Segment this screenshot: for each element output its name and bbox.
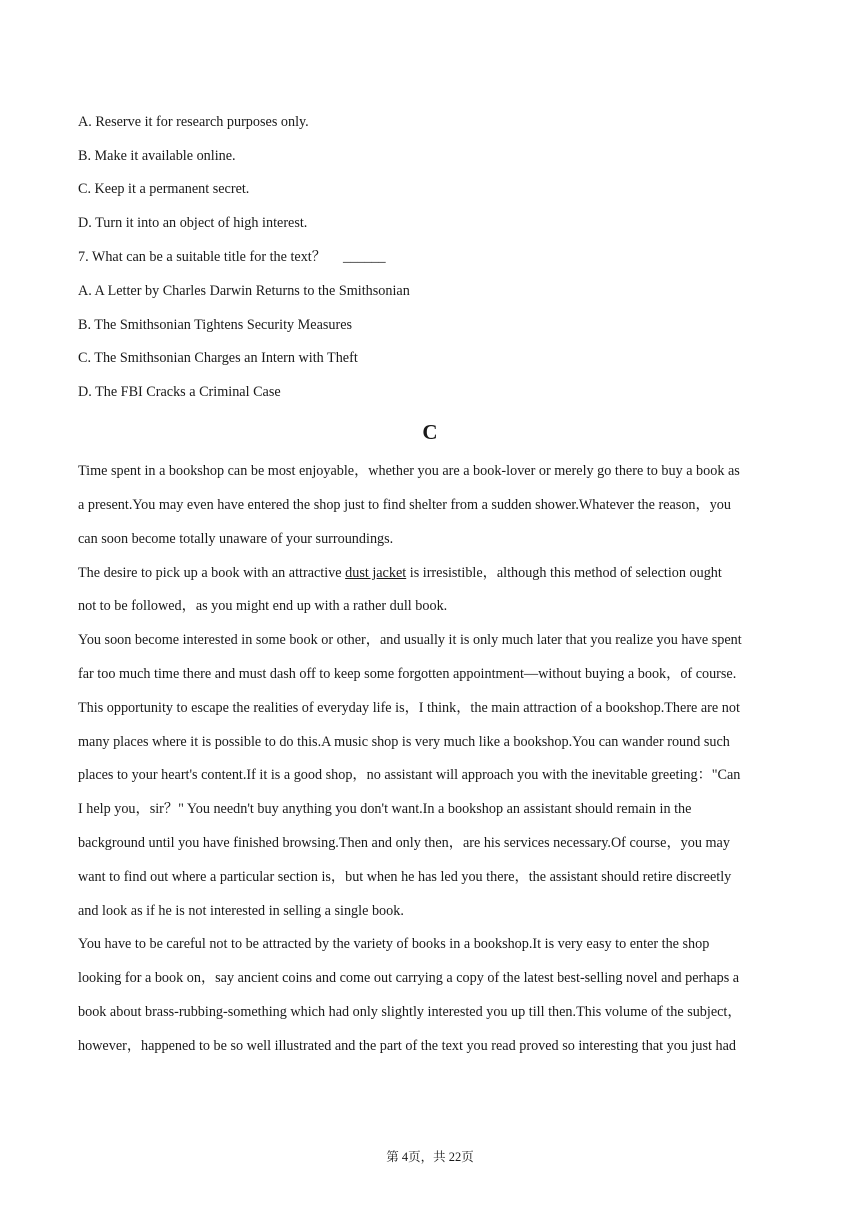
passage-line: can soon become totally unaware of your surroundings. (78, 531, 394, 547)
option-b-q7: B. The Smithsonian Tightens Security Measures (78, 317, 353, 333)
option-a-q6: A. Reserve it for research purposes only. (78, 114, 309, 130)
passage-line (78, 564, 722, 582)
section-heading: C (422, 420, 438, 444)
passage-line: I help you，sir？" You needn't buy anything you don't want.In a bookshop an assistant should remain in the (78, 801, 692, 817)
option-c-q6: C. Keep it a permanent secret. (78, 181, 250, 197)
passage-text: is irresistible，although this method of selection ought (406, 565, 722, 581)
underlined-term: dust jacket (345, 565, 407, 581)
passage-line: many places where it is possible to do this.A music shop is very much like a bookshop.You can wander round such (78, 734, 730, 750)
passage-line: looking for a book on，say ancient coins and come out carrying a copy of the latest best-selling novel and perhaps a (78, 970, 740, 986)
option-d-q7: D. The FBI Cracks a Criminal Case (78, 384, 281, 400)
passage-line: and look as if he is not interested in selling a single book. (78, 903, 404, 919)
passage-line: however，happened to be so well illustrated and the part of the text you read proved so interesting that you just had (78, 1038, 736, 1054)
passage-line: a present.You may even have entered the shop just to find shelter from a sudden shower.Whatever the reason，you (78, 497, 731, 513)
answer-blank: ______ (343, 249, 386, 265)
question-7 (78, 248, 386, 266)
passage-line: Time spent in a bookshop can be most enjoyable，whether you are a book-lover or merely go there to buy a book as (78, 463, 740, 479)
passage-line: not to be followed，as you might end up with a rather dull book. (78, 598, 448, 614)
passage-line: background until you have finished browsing.Then and only then，are his services necessary.Of course，you may (78, 835, 730, 851)
page-footer: 第 4页，共 22页 (386, 1150, 474, 1164)
passage-line: You have to be careful not to be attracted by the variety of books in a bookshop.It is very easy to enter the shop (78, 936, 710, 952)
option-c-q7: C. The Smithsonian Charges an Intern with Theft (78, 350, 358, 366)
question-7-stem: 7. What can be a suitable title for the text？ (78, 249, 326, 265)
passage-text: The desire to pick up a book with an attractive (78, 565, 346, 581)
passage-line: You soon become interested in some book or other，and usually it is only much later that you realize you have spent (78, 632, 742, 648)
option-a-q7: A. A Letter by Charles Darwin Returns to the Smithsonian (78, 283, 410, 299)
passage-line: far too much time there and must dash off to keep some forgotten appointment—without buying a book，of course. (78, 666, 737, 682)
passage-line: This opportunity to escape the realities of everyday life is，I think，the main attraction of a bookshop.There are not (78, 700, 740, 716)
passage-line: book about brass-rubbing-something which had only slightly interested you up till then.This volume of the subject， (78, 1004, 742, 1020)
passage-line: places to your heart's content.If it is a good shop，no assistant will approach you with the inevitable greeting："Can (78, 767, 741, 783)
option-d-q6: D. Turn it into an object of high interest. (78, 215, 308, 231)
passage-line: want to find out where a particular section is，but when he has led you there，the assistant should retire discreetly (78, 869, 732, 885)
option-b-q6: B. Make it available online. (78, 148, 236, 164)
